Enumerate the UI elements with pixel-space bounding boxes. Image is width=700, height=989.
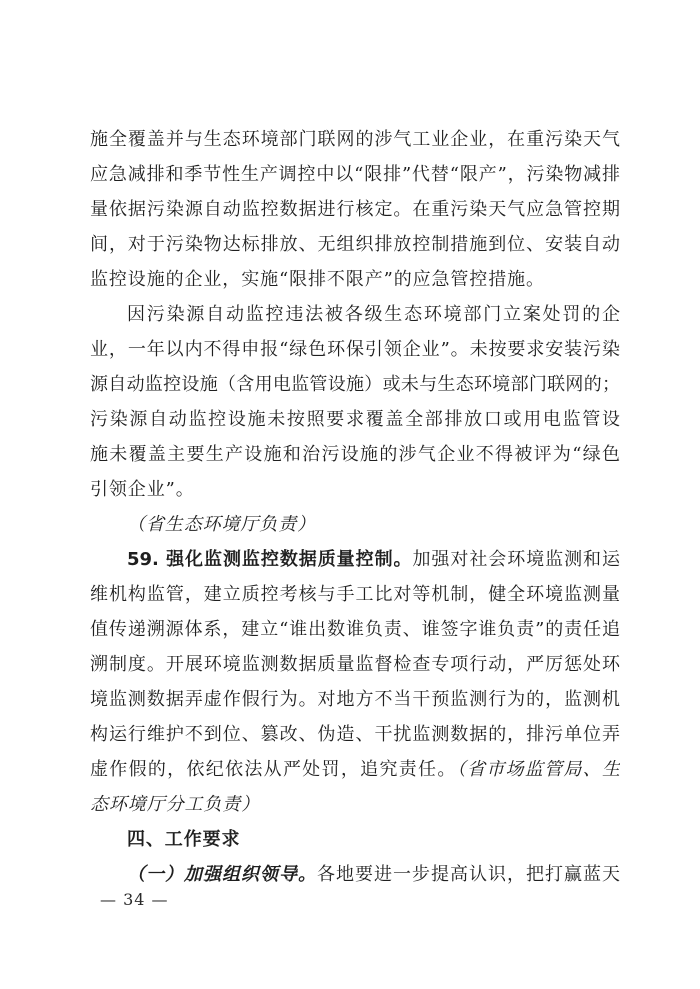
text-segment-normal: 境监测数据弄虚作假行为。对地方不当干预监测行为的，监测机 (90, 689, 620, 710)
text-segment-normal: 应急减排和季节性生产调控中以“限排”代替“限产”，污染物减排 (90, 164, 620, 185)
text-segment-normal: 构运行维护不到位、篡改、伪造、干扰监测数据的，排污单位弄 (90, 724, 620, 745)
text-segment-normal: 因污染源自动监控违法被各级生态环境部门立案处罚的企 (127, 304, 620, 325)
text-segment-normal: 引领企业”。 (90, 479, 195, 500)
text-segment-normal: 间，对于污染物达标排放、无组织排放控制措施到位、安装自动 (90, 234, 620, 255)
text-line (90, 437, 620, 472)
text-line (90, 157, 620, 192)
text-segment-normal: 溯制度。开展环境监测数据质量监督检查专项行动，严厉惩处环 (90, 654, 620, 675)
text-line (90, 122, 620, 157)
text-line (90, 472, 620, 507)
text-line (90, 717, 620, 752)
text-segment-boldkai: （一）加强组织领导。 (127, 864, 317, 885)
page-number: — 34 — (100, 890, 169, 909)
text-line (90, 822, 620, 857)
text-line (90, 297, 620, 332)
text-line (90, 612, 620, 647)
text-segment-kai: （省市场监管局、生 (456, 759, 620, 780)
text-line (90, 787, 620, 822)
text-line (90, 402, 620, 437)
text-line (90, 507, 620, 542)
text-segment-normal: 污染源自动监控设施未按照要求覆盖全部排放口或用电监管设 (90, 409, 620, 430)
text-segment-normal: 值传递溯源体系，建立“谁出数谁负责、谁签字谁负责”的责任追 (90, 619, 620, 640)
text-line (90, 227, 620, 262)
text-segment-normal: 加强对社会环境监测和运 (412, 549, 620, 570)
text-line (90, 262, 620, 297)
text-segment-normal: 监控设施的企业，实施“限排不限产”的应急管控措施。 (90, 269, 545, 290)
text-line (90, 542, 620, 577)
text-segment-normal: 量依据污染源自动监控数据进行核定。在重污染天气应急管控期 (90, 199, 620, 220)
document-lines (90, 122, 620, 892)
text-segment-normal: 施未覆盖主要生产设施和治污设施的涉气企业不得被评为“绿色 (90, 444, 620, 465)
text-segment-normal: 各地要进一步提高认识，把打赢蓝天 (317, 864, 620, 885)
text-line (90, 752, 620, 787)
text-segment-normal: 施全覆盖并与生态环境部门联网的涉气工业企业，在重污染天气 (90, 129, 620, 150)
text-segment-bold: 四、工作要求 (127, 829, 241, 850)
text-line (90, 332, 620, 367)
text-line (90, 367, 620, 402)
text-segment-normal: 源自动监控设施（含用电监管设施）或未与生态环境部门联网的； (90, 374, 620, 395)
text-line (90, 647, 620, 682)
text-line (90, 192, 620, 227)
text-line (90, 577, 620, 612)
text-segment-kai: （省生态环境厅负责） (127, 514, 316, 535)
text-segment-kai: 态环境厅分工负责） (90, 794, 261, 815)
text-segment-bold: 59. 强化监测监控数据质量控制。 (127, 549, 413, 570)
text-segment-normal: 业，一年以内不得申报“绿色环保引领企业”。未按要求安装污染 (90, 339, 620, 360)
text-segment-normal: 虚作假的，依纪依法从严处罚，追究责任。 (90, 759, 457, 780)
text-line (90, 682, 620, 717)
text-segment-normal: 维机构监管，建立质控考核与手工比对等机制，健全环境监测量 (90, 584, 620, 605)
text-line (90, 857, 620, 892)
